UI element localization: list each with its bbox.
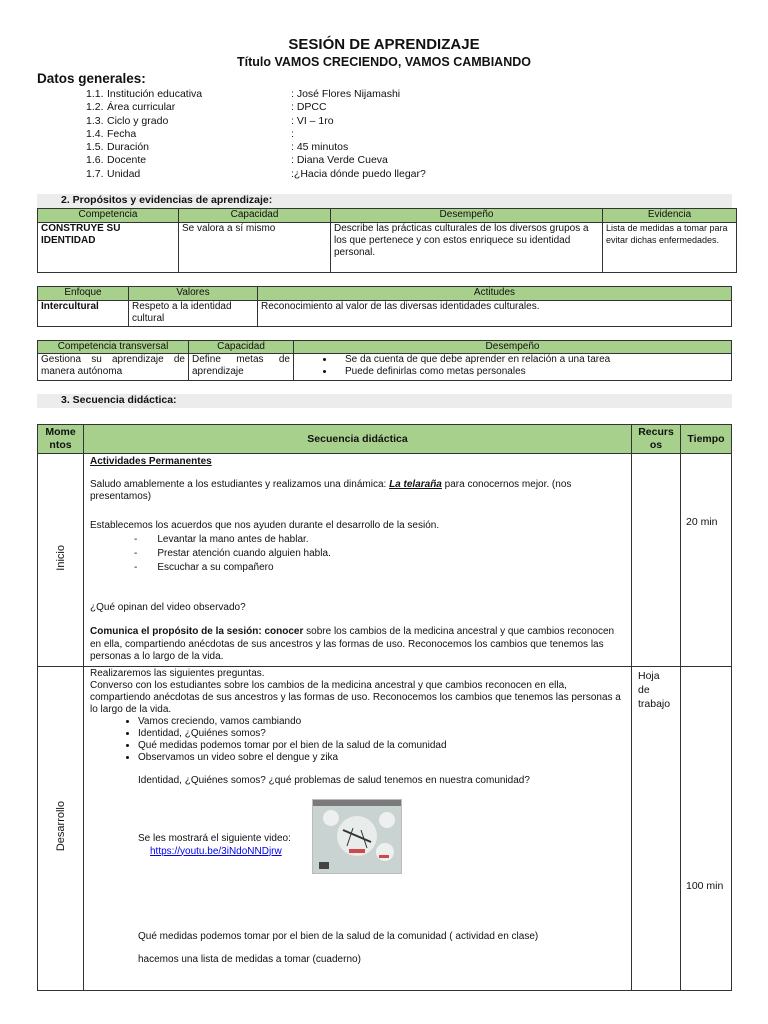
cell-capacidad: Se valora a sí mismo: [179, 223, 331, 273]
col-header: Valores: [129, 287, 258, 301]
momento-label: Inicio: [54, 544, 67, 571]
activity-text: Qué medidas podemos tomar por el bien de la salud de la comunidad ( actividad en clase): [138, 930, 539, 942]
video-text: Se les mostrará el siguiente video:: [138, 832, 291, 844]
list-item: - Escuchar a su compañero: [134, 562, 274, 573]
list-item: • Observamos un video sobre el dengue y zika: [138, 752, 625, 764]
intro-text: Realizaremos las siguientes preguntas.: [90, 667, 265, 679]
list-item: • Puede definirlas como metas personales: [335, 366, 728, 378]
acuerdos-list: [90, 534, 625, 576]
datos-row: 1.4. Fecha :: [86, 127, 294, 140]
cell-valores: Respeto a la identidad cultural: [129, 301, 258, 327]
list-item: - Prestar atención cuando alguien habla.: [134, 548, 331, 559]
activity-text: hacemos una lista de medidas a tomar (cuaderno): [138, 953, 361, 965]
list-item: • Identidad, ¿Quiénes somos?: [138, 728, 625, 740]
mosquito-icon: [313, 800, 401, 873]
col-header: Recurs os: [632, 425, 681, 454]
col-header: Competencia transversal: [38, 341, 189, 354]
datos-row: 1.3. Ciclo y grado : VI – 1ro: [86, 114, 334, 127]
desarrollo-recursos: Hoja de trabajo: [632, 666, 681, 990]
video-block: [90, 795, 625, 885]
list-item: • Se da cuenta de que debe aprender en relación a una tarea: [335, 354, 728, 366]
proposito-text: Comunica el propósito de la sesión: conocer sobre los cambios de la medicina ancestral y que cambios reconocen en ella, compartiendo anécdotas de sus ancestros y las formas de uso. Reconocemos los cambios que tenemos las personas a lo largo de la vida.: [90, 626, 615, 662]
inicio-content: [84, 454, 632, 667]
transversal-table: [37, 340, 732, 381]
datos-heading: Datos generales:: [37, 71, 146, 86]
datos-list: [86, 88, 486, 181]
col-header: Desempeño: [331, 209, 603, 223]
momento-inicio: [38, 454, 84, 667]
cell-competencia: CONSTRUYE SU IDENTIDAD: [38, 223, 179, 273]
col-header: Desempeño: [294, 341, 732, 354]
section2-heading: 2. Propósitos y evidencias de aprendizaje:: [37, 194, 732, 208]
col-header: Capacidad: [179, 209, 331, 223]
col-header: Secuencia didáctica: [84, 425, 632, 454]
greet-text: Saludo amablemente a los estudiantes y realizamos una dinámica: La telaraña para conocernos mejor. (nos presentamos): [90, 479, 572, 502]
act-title: Actividades Permanentes: [90, 456, 212, 467]
list-item: - Levantar la mano antes de hablar.: [134, 534, 309, 545]
col-header: Evidencia: [603, 209, 737, 223]
datos-row: 1.5. Duración : 45 minutos: [86, 141, 349, 154]
competencia-table: [37, 208, 737, 273]
cell-evidencia: Lista de medidas a tomar para evitar dichas enfermedades.: [603, 223, 737, 273]
cell-desempeno: Describe las prácticas culturales de los diversos grupos a los que pertenece y con estos enriquece su identidad personal.: [331, 223, 603, 273]
cell-capacidad-transversal: Define metas de aprendizaje: [189, 354, 294, 381]
inicio-tiempo: 20 min: [681, 454, 732, 667]
list-item: • Vamos creciendo, vamos cambiando: [138, 716, 625, 728]
momento-label: Desarrollo: [54, 800, 67, 852]
datos-row: 1.6. Docente : Diana Verde Cueva: [86, 154, 388, 167]
cell-desempeno-transversal: [294, 354, 732, 381]
desarrollo-tiempo: 100 min: [681, 666, 732, 990]
col-header: Mome ntos: [38, 425, 84, 454]
datos-row: 1.7. Unidad :¿Hacia dónde puedo llegar?: [86, 167, 426, 180]
list-item: • Qué medidas podemos tomar por el bien de la salud de la comunidad: [138, 740, 625, 752]
section3-heading: 3. Secuencia didáctica:: [37, 394, 732, 408]
momento-desarrollo: [38, 666, 84, 990]
col-header: Actitudes: [258, 287, 732, 301]
question-text: ¿Qué opinan del video observado?: [90, 602, 246, 613]
question-text: Identidad, ¿Quiénes somos? ¿qué problemas de salud tenemos en nuestra comunidad?: [138, 774, 530, 786]
datos-row: 1.1. Institución educativa : José Flores Nijamashi: [86, 88, 401, 100]
desarrollo-content: [84, 666, 632, 990]
col-header: Competencia: [38, 209, 179, 223]
cell-comp-transversal: Gestiona su aprendizaje de manera autónoma: [38, 354, 189, 381]
intro-text: Converso con los estudiantes sobre los cambios de la medicina ancestral y que cambios reconocen en ella, compartiendo anécdotas de sus ancestros y las formas de uso. Reconocemos los cambios que tenemos las personas a lo largo de la vida.: [90, 679, 621, 715]
page-subtitle: Título VAMOS CRECIENDO, VAMOS CAMBIANDO: [237, 55, 531, 69]
col-header: Capacidad: [189, 341, 294, 354]
enfoque-table: [37, 286, 732, 327]
video-link[interactable]: https://youtu.be/3iNdoNNDjrw: [150, 845, 282, 857]
secuencia-table: [37, 424, 732, 991]
inicio-recursos: [632, 454, 681, 667]
cell-enfoque: Intercultural: [38, 301, 129, 327]
page-title: SESIÓN DE APRENDIZAJE: [288, 36, 480, 53]
datos-row: 1.2. Área curricular : DPCC: [86, 101, 327, 114]
acuerdos-text: Establecemos los acuerdos que nos ayuden durante el desarrollo de la sesión.: [90, 520, 440, 531]
cell-actitudes: Reconocimiento al valor de las diversas identidades culturales.: [258, 301, 732, 327]
video-thumbnail[interactable]: [312, 799, 402, 874]
col-header: Enfoque: [38, 287, 129, 301]
col-header: Tiempo: [681, 425, 732, 454]
